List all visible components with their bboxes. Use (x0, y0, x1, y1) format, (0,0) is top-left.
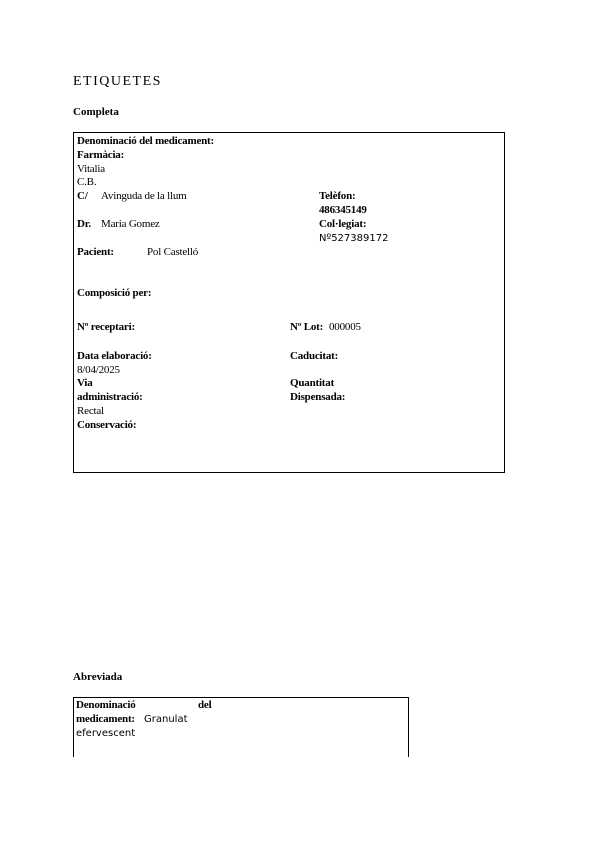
page-title: ETIQUETES (73, 74, 162, 89)
full-label-heading: Completa (73, 106, 119, 118)
short-label-heading: Abreviada (73, 671, 123, 683)
collegiate-label: Col·legiat: (319, 218, 367, 230)
quantity-label-line2: Dispensada: (290, 391, 346, 403)
short-medicament-label: medicament: (76, 713, 135, 725)
elaboration-date-label: Data elaboració: (77, 350, 152, 362)
lot-label: Nº Lot: (290, 321, 324, 333)
short-denomination-word1: Denominació (76, 699, 136, 711)
pharmacy-name: Vitalia (77, 163, 105, 175)
street-prefix: C/ (77, 190, 88, 202)
composition-label: Composició per: (77, 287, 152, 299)
full-label-box (73, 132, 505, 473)
phone-label: Telèfon: (319, 190, 356, 202)
route-value: Rectal (77, 405, 104, 417)
doctor-label: Dr. (77, 218, 91, 230)
denomination-label: Denominació del medicament: (77, 135, 214, 147)
lot-value: 000005 (329, 321, 361, 333)
short-medicament-value-line2: efervescent (76, 728, 136, 739)
pharmacy-suffix: C.B. (77, 176, 97, 188)
street-value: Avinguda de la llum (101, 190, 187, 202)
quantity-label-line1: Quantitat (290, 377, 335, 389)
pharmacy-label: Farmàcia: (77, 149, 125, 161)
route-label-line1: Via (77, 377, 93, 389)
elaboration-date-value: 8/04/2025 (77, 364, 120, 376)
short-denomination-word2: del (198, 699, 212, 711)
collegiate-value: Nº527389172 (319, 233, 389, 244)
short-medicament-value-line1: Granulat (144, 714, 188, 725)
doctor-value: Maria Gomez (101, 218, 160, 230)
patient-label: Pacient: (77, 246, 114, 258)
expiry-label: Caducitat: (290, 350, 339, 362)
recipe-number-label: Nº receptari: (77, 321, 135, 333)
conservation-label: Conservació: (77, 419, 137, 431)
patient-value: Pol Castelló (147, 246, 199, 258)
phone-value: 486345149 (319, 204, 367, 216)
route-label-line2: administració: (77, 391, 143, 403)
